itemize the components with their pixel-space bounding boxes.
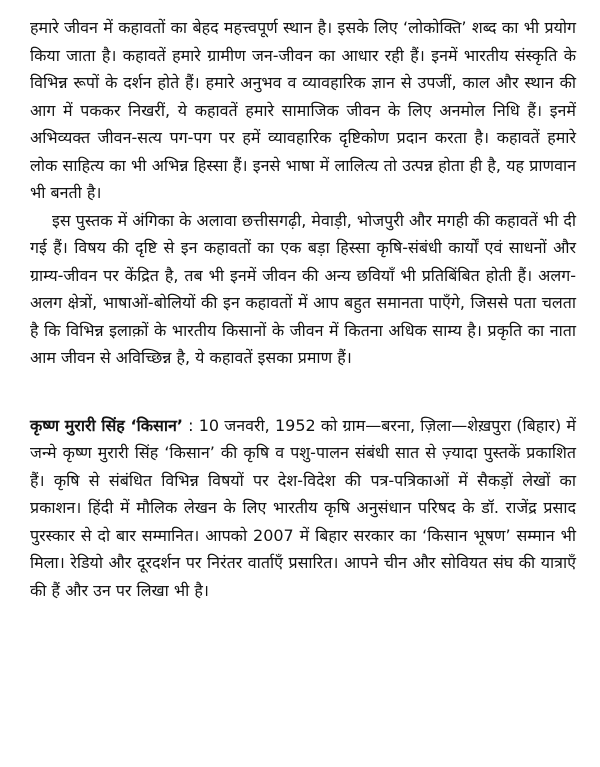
book-back-cover-text (30, 14, 576, 604)
section-gap (30, 372, 576, 412)
intro-paragraph: हमारे जीवन में कहावतों का बेहद महत्त्वपूर्ण स्थान है। इसके लिए ‘लोकोक्ति’ शब्द का भी प्रयोग किया जाता है। कहावतें हमारे ग्रामीण जन-जीवन का आधार रही हैं। इनमें भारतीय संस्कृति के विभिन्न रूपों के दर्शन होते हैं। हमारे अनुभव व व्यावहारिक ज्ञान से उपजीं, काल और स्थान की आग में पककर निखरीं, ये कहावतें हमारे सामाजिक जीवन के लिए अनमोल निधि हैं। इनमें अभिव्यक्त जीवन-सत्य पग-पग पर हमें व्यावहारिक दृष्टिकोण प्रदान करता है। कहावतें हमारे लोक साहित्य का भी अभिन्न हिस्सा हैं। इनसे भाषा में लालित्य तो उत्पन्न होता ही है, यह प्राणवान भी बनती है। (30, 18, 576, 202)
author-name: कृष्ण मुरारी सिंह ‘किसान’ (30, 415, 183, 435)
author-bio-text: : 10 जनवरी, 1952 को ग्राम—बरना, ज़िला—शेख़पुरा (बिहार) में जन्मे कृष्ण मुरारी सिंह ‘किसान’ की कृषि व पशु-पालन संबंधी सात से ज़्यादा पुस्तकें प्रकाशित हैं। कृषि से संबंधित विभिन्न विषयों पर देश-विदेश की पत्र-पत्रिकाओं में सैकड़ों लेखों का प्रकाशन। हिंदी में मौलिक लेखन के लिए भारतीय कृषि अनुसंधान परिषद के डॉ. राजेंद्र प्रसाद पुरस्कार से दो बार सम्मानित। आपको 2007 में बिहार सरकार का ‘किसान भूषण’ सम्मान भी मिला। रेडियो और दूरदर्शन पर निरंतर वार्ताएँ प्रसारित। आपने चीन और सोवियत संघ की यात्राएँ की हैं और उन पर लिखा भी है। (30, 415, 576, 600)
author-bio-paragraph (30, 412, 576, 605)
book-content-paragraph: इस पुस्तक में अंगिका के अलावा छत्तीसगढ़ी, मेवाड़ी, भोजपुरी और मगही की कहावतें भी दी गई हैं। विषय की दृष्टि से इन कहावतों का एक बड़ा हिस्सा कृषि-संबंधी कार्यों एवं साधनों और ग्राम्य-जीवन पर केंद्रित है, तब भी इनमें जीवन की अन्य छवियाँ भी प्रतिबिंबित होती हैं। अलग-अलग क्षेत्रों, भाषाओं-बोलियों की इन कहावतों में आप बहुत समानता पाएँगे, जिससे पता चलता है कि विभिन्न इलाक़ों के भारतीय किसानों के जीवन में कितना अधिक साम्य है। प्रकृति का नाता आम जीवन से अविच्छिन्न है, ये कहावतें इसका प्रमाण हैं। (30, 210, 576, 367)
